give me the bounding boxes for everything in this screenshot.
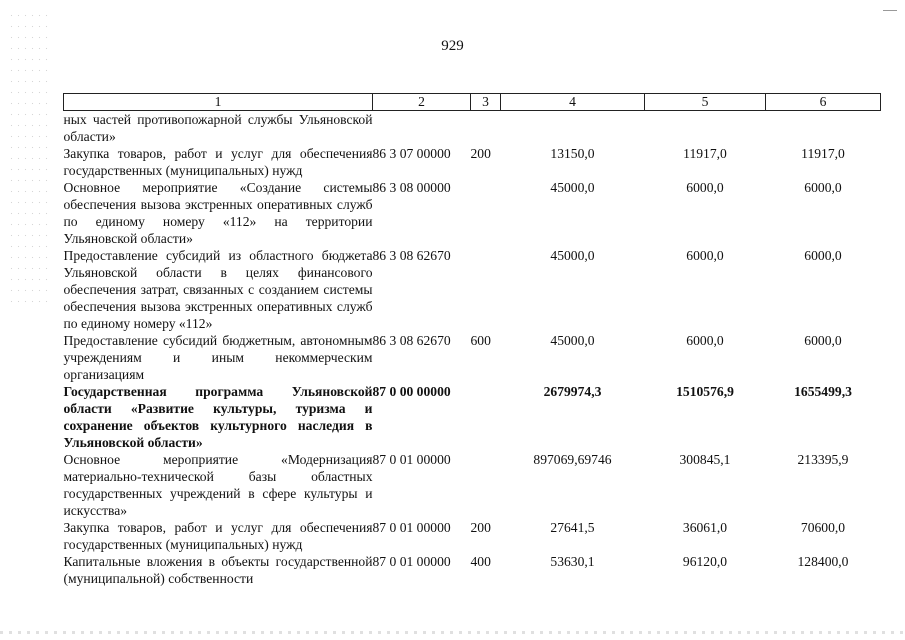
cell-v2: 6000,0 [686,333,724,348]
cell-code: 86 3 07 00000 [372,146,451,161]
cell-grp: 400 [470,554,491,569]
cell-v1: 45000,0 [550,248,595,263]
table-row [64,553,881,587]
cell-name: Предоставление субсидий из областного бюджета Ульяновской области в целях финансового обеспечения затрат, связанных с созданием системы обеспечения вызова экстренных оперативных служб по единому номеру «112» [63,248,373,331]
cell-v2: 96120,0 [682,554,728,569]
table-row [64,145,881,179]
cell-grp [471,383,501,451]
cell-name: Предоставление субсидий бюджетным, автономным учреждениям и иным некоммерческим организациям [63,333,373,382]
cell-v3: 6000,0 [804,180,842,195]
cell-grp [471,111,501,146]
cell-grp: 200 [470,146,491,161]
table-body [64,111,881,588]
column-header-4: 4 [501,94,645,111]
cell-v1: 45000,0 [550,333,595,348]
cell-code [373,111,471,146]
cell-v1: 53630,1 [550,554,595,569]
cell-name: Государственная программа Ульяновской области «Развитие культуры, туризма и сохранение объектов культурного наследия в Ульяновской области» [63,384,373,450]
column-header-2: 2 [373,94,471,111]
cell-v1: 13150,0 [550,146,595,161]
cell-v2: 6000,0 [686,248,724,263]
scan-bottom-noise [0,631,905,634]
cell-grp [471,179,501,247]
cell-v1: 45000,0 [550,180,595,195]
cell-v1: 897069,69746 [533,452,612,467]
cell-grp [471,247,501,332]
cell-grp [471,451,501,519]
cell-code: 87 0 01 00000 [372,554,451,569]
scan-edge-noise [8,10,48,310]
cell-name: ных частей противопожарной службы Ульяновской области» [63,112,373,144]
scan-corner-mark [883,10,897,23]
cell-v2: 36061,0 [682,520,728,535]
table-header-row [64,94,881,111]
cell-v2: 1510576,9 [676,384,734,399]
table-row [64,332,881,383]
cell-v1: 27641,5 [550,520,595,535]
column-header-5: 5 [645,94,766,111]
cell-name: Основное мероприятие «Создание системы обеспечения вызова экстренных оперативных служб по единому номеру «112» на территории Ульяновской области» [63,180,373,246]
table-row [64,247,881,332]
cell-name: Капитальные вложения в объекты государственной (муниципальной) собственности [63,554,373,586]
cell-name: Основное мероприятие «Модернизация материально-технической базы областных государственных учреждений в сфере культуры и искусства» [63,452,373,518]
cell-v2: 6000,0 [686,180,724,195]
cell-code: 87 0 00 00000 [372,384,451,399]
cell-v3: 1655499,3 [794,384,852,399]
cell-code: 87 0 01 00000 [372,520,451,535]
cell-v3: 213395,9 [797,452,849,467]
table-row [64,519,881,553]
cell-name: Закупка товаров, работ и услуг для обеспечения государственных (муниципальных) нужд [63,146,373,178]
cell-v2 [645,111,766,146]
column-header-6: 6 [766,94,881,111]
table-row [64,179,881,247]
cell-code: 86 3 08 62670 [372,248,451,263]
cell-grp: 600 [470,333,491,348]
table-row [64,383,881,451]
cell-code: 86 3 08 00000 [372,180,451,195]
column-header-1: 1 [64,94,373,111]
budget-table [63,93,881,587]
cell-v3 [766,111,881,146]
cell-v1: 2679974,3 [543,384,602,399]
cell-grp: 200 [470,520,491,535]
cell-v1 [501,111,645,146]
cell-code: 87 0 01 00000 [372,452,451,467]
table-row [64,451,881,519]
cell-v3: 6000,0 [804,333,842,348]
page-number: 929 [441,38,464,54]
cell-v3: 70600,0 [800,520,846,535]
cell-v3: 11917,0 [801,146,845,161]
table-row [64,111,881,146]
cell-v2: 11917,0 [683,146,727,161]
column-header-3: 3 [471,94,501,111]
cell-v3: 128400,0 [797,554,849,569]
cell-v3: 6000,0 [804,248,842,263]
cell-name: Закупка товаров, работ и услуг для обеспечения государственных (муниципальных) нужд [63,520,373,552]
cell-code: 86 3 08 62670 [372,333,451,348]
cell-v2: 300845,1 [679,452,731,467]
